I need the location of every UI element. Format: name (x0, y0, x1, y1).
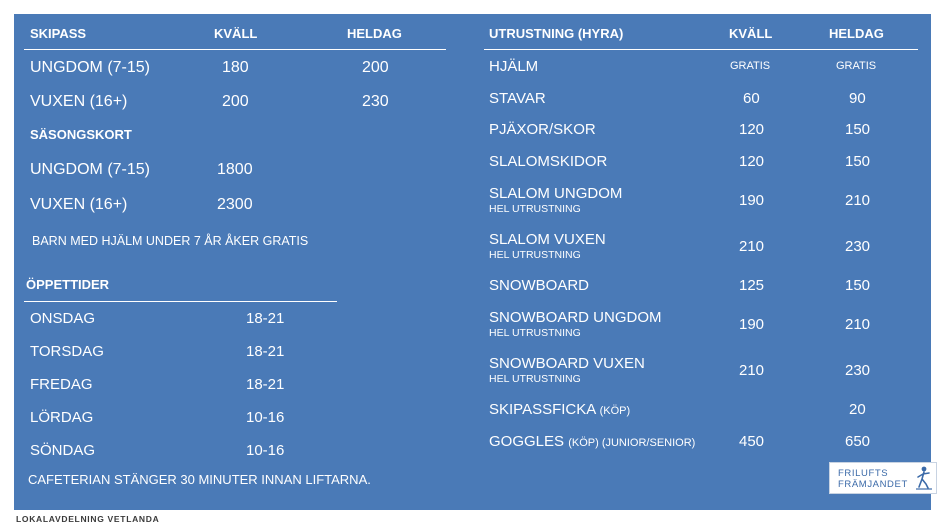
opening-day: SÖNDAG (30, 442, 96, 459)
opening-time: 10-16 (246, 409, 285, 426)
equipment-sublabel: HEL UTRUSTNING (489, 373, 581, 385)
oppettider-divider (24, 301, 337, 302)
sasongskort-row-price: 1800 (217, 161, 253, 178)
equipment-heldag: 150 (845, 153, 871, 170)
opening-day: TORSDAG (30, 343, 104, 360)
skipass-kvall-header: KVÄLL (214, 26, 258, 41)
cafeteria-note: CAFETERIAN STÄNGER 30 MINUTER INNAN LIFTARNA. (28, 472, 371, 487)
equipment-label: SNOWBOARD UNGDOM (489, 309, 662, 326)
equipment-heldag: 230 (845, 362, 871, 379)
price-board (14, 14, 931, 510)
equipment-kvall: 210 (739, 238, 765, 255)
equipment-label: SLALOM UNGDOM (489, 185, 623, 202)
equipment-sublabel: HEL UTRUSTNING (489, 327, 581, 339)
skipass-heldag-header: HELDAG (347, 26, 402, 41)
utrustning-divider (484, 49, 918, 50)
opening-time: 18-21 (246, 310, 285, 327)
skipass-row-kvall: 180 (222, 59, 249, 76)
equipment-kvall: 120 (739, 121, 765, 138)
skipass-row-heldag: 200 (362, 59, 389, 76)
equipment-kvall: 120 (739, 153, 765, 170)
sasongskort-title: SÄSONGSKORT (30, 127, 132, 142)
opening-day: FREDAG (30, 376, 93, 393)
equipment-kvall: 190 (739, 316, 765, 333)
equipment-suffix: (KÖP) (599, 405, 631, 417)
equipment-heldag: 210 (845, 316, 871, 333)
equipment-kvall: 210 (739, 362, 765, 379)
equipment-sublabel: HEL UTRUSTNING (489, 249, 581, 261)
opening-day: ONSDAG (30, 310, 96, 327)
equipment-label: SKIPASSFICKA (KÖP) (489, 401, 631, 418)
equipment-label: SNOWBOARD VUXEN (489, 355, 645, 372)
equipment-label: HJÄLM (489, 58, 539, 75)
equipment-kvall: GRATIS (730, 60, 771, 72)
friluftsframjandet-logo (829, 462, 937, 494)
utrustning-title: UTRUSTNING (HYRA) (489, 26, 624, 41)
skipass-row-heldag: 230 (362, 93, 389, 110)
equipment-heldag: 210 (845, 192, 871, 209)
equipment-kvall: 60 (743, 90, 760, 107)
opening-time: 18-21 (246, 376, 285, 393)
oppettider-title: ÖPPETTIDER (26, 277, 110, 292)
sasongskort-row-label: VUXEN (16+) (30, 196, 128, 213)
sasongskort-row-price: 2300 (217, 196, 253, 213)
equipment-heldag: 230 (845, 238, 871, 255)
skipass-row-kvall: 200 (222, 93, 249, 110)
equipment-heldag: 150 (845, 277, 871, 294)
equipment-suffix: (KÖP) (JUNIOR/SENIOR) (568, 437, 696, 449)
skipass-row-label: VUXEN (16+) (30, 93, 128, 110)
skipass-divider (24, 49, 446, 50)
footer-text: LOKALAVDELNING VETLANDA (16, 514, 160, 524)
equipment-label: SLALOMSKIDOR (489, 153, 608, 170)
equipment-kvall: 125 (739, 277, 765, 294)
equipment-label: GOGGLES (KÖP) (JUNIOR/SENIOR) (489, 433, 696, 450)
skipass-title: SKIPASS (30, 26, 87, 41)
equipment-sublabel: HEL UTRUSTNING (489, 203, 581, 215)
equipment-kvall: 450 (739, 433, 765, 450)
equipment-label: SNOWBOARD (489, 277, 590, 294)
utrustning-heldag-header: HELDAG (829, 26, 884, 41)
equipment-heldag: 20 (849, 401, 866, 418)
skipass-row-label: UNGDOM (7-15) (30, 59, 151, 76)
equipment-label: SLALOM VUXEN (489, 231, 606, 248)
opening-day: LÖRDAG (30, 409, 94, 426)
equipment-label: PJÄXOR/SKOR (489, 121, 596, 138)
equipment-heldag: GRATIS (836, 60, 877, 72)
logo-wordmark: FRILUFTS FRÄMJANDET (838, 468, 908, 490)
equipment-heldag: 90 (849, 90, 866, 107)
sasongskort-row-label: UNGDOM (7-15) (30, 161, 151, 178)
equipment-heldag: 650 (845, 433, 871, 450)
children-free-note: BARN MED HJÄLM UNDER 7 ÅR ÅKER GRATIS (32, 234, 309, 248)
equipment-label: STAVAR (489, 90, 546, 107)
opening-time: 18-21 (246, 343, 285, 360)
utrustning-kvall-header: KVÄLL (729, 26, 773, 41)
equipment-kvall: 190 (739, 192, 765, 209)
equipment-heldag: 150 (845, 121, 871, 138)
skier-figure-icon (914, 465, 934, 491)
opening-time: 10-16 (246, 442, 285, 459)
